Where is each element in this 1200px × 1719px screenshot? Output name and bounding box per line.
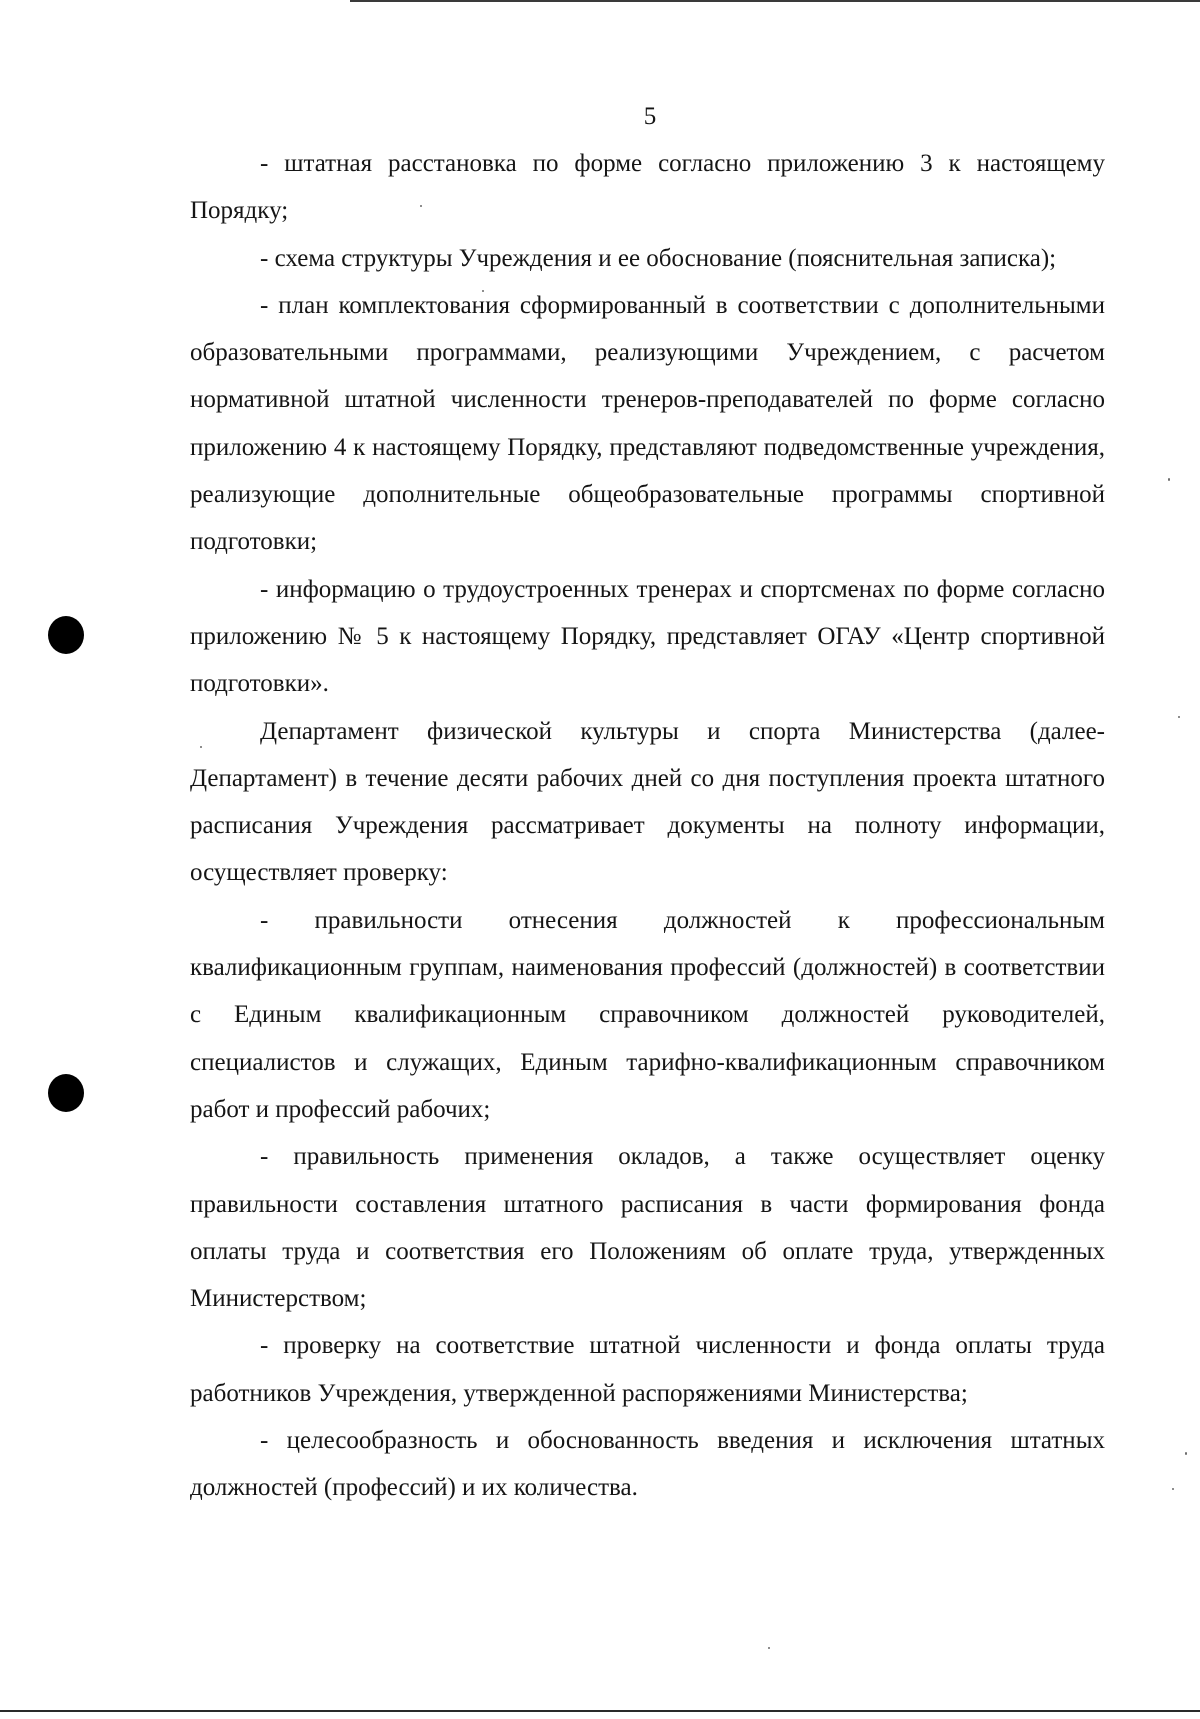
paragraph-recruitment-plan: - план комплектования сформированный в соответствии с дополнительными образовательными программами, реализующими Учреждением, с расчетом нормативной штатной численности тренеров-преподавателей по форме согласно приложению 4 к настоящему Порядку, представляют подведомственные учреждения, реализующие дополнительные общеобразовательные программы спортивной подготовки; <box>190 291 1105 556</box>
paragraph-staffing: - штатная расстановка по форме согласно приложению 3 к настоящему Порядку; <box>190 150 1105 225</box>
paragraph-salary-check: - правильность применения окладов, а также осуществляет оценку правильности составления штатного расписания в части формирования фонда оплаты труда и соответствия его Положениям об оплате труда, утвержденных Министерством; <box>190 1143 1105 1313</box>
paragraph-department-review: Департамент физической культуры и спорта Министерства (далее-Департамент) в течение десяти рабочих дней со дня поступления проекта штатного расписания Учреждения рассматривает документы на полноту информации, осуществляет проверку: <box>190 717 1105 887</box>
scan-speck <box>1172 1488 1174 1490</box>
scan-edge-bottom <box>0 1710 1200 1712</box>
paragraph-headcount-check: - проверку на соответствие штатной численности и фонда оплаты труда работников Учреждения, утвержденной распоряжениями Министерства; <box>190 1332 1105 1407</box>
punch-hole-upper <box>48 616 84 654</box>
document-body <box>190 140 1105 1512</box>
page-number: 5 <box>643 103 657 130</box>
scan-speck <box>1178 716 1180 718</box>
punch-hole-lower <box>48 1074 84 1112</box>
paragraph-structure-scheme: - схема структуры Учреждения и ее обоснование (пояснительная записка); <box>260 244 1057 272</box>
scan-speck <box>1168 478 1170 481</box>
paragraph-employed-coaches: - информацию о трудоустроенных тренерах и спортсменах по форме согласно приложению № 5 к настоящему Порядку, представляет ОГАУ «Центр спортивной подготовки». <box>190 575 1105 698</box>
paragraph-position-check: - правильности отнесения должностей к профессиональным квалификационным группам, наименования профессий (должностей) в соответствии с Единым квалификационным справочником должностей руководителей, специалистов и служащих, Единым тарифно-квалификационным справочником работ и профессий рабочих; <box>190 906 1105 1123</box>
scan-speck <box>1185 1452 1187 1455</box>
paragraph-expediency-check: - целесообразность и обоснованность введения и исключения штатных должностей (профессий) и их количества. <box>190 1427 1105 1502</box>
scan-speck <box>768 1647 770 1649</box>
scan-edge-top <box>350 0 1200 2</box>
